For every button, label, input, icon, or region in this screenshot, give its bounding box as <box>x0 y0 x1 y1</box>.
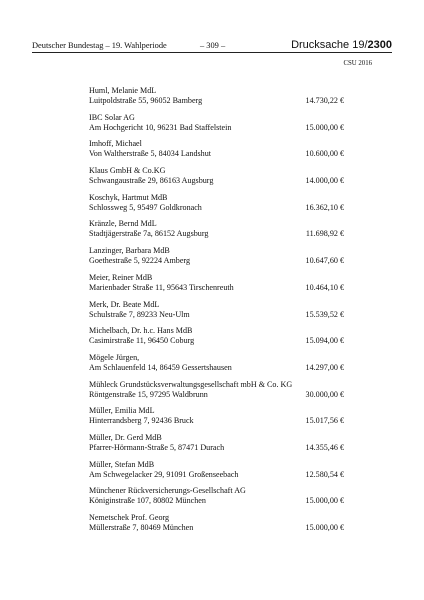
donor-address: Röntgenstraße 15, 97295 Waldbrunn <box>89 389 208 399</box>
donation-amount: 12.580,54 € <box>305 469 344 479</box>
donor-name: Mögele Jürgen, <box>89 352 140 362</box>
list-item <box>89 193 344 220</box>
donor-name: IBC Solar AG <box>89 112 135 122</box>
donation-amount: 15.017,56 € <box>305 416 344 426</box>
donor-name: Huml, Melanie MdL <box>89 86 157 95</box>
donor-name: Klaus GmbH & Co.KG <box>89 166 166 176</box>
parliament-label: Deutscher Bundestag – 19. Wahlperiode <box>32 41 167 50</box>
list-item <box>89 353 344 380</box>
donation-amount: 15.094,00 € <box>305 336 344 346</box>
donor-address: Luitpoldstraße 55, 96052 Bamberg <box>89 96 203 105</box>
donation-amount: 16.362,10 € <box>305 202 344 212</box>
page-number: – 309 – <box>200 41 226 50</box>
document-number <box>291 39 392 51</box>
donor-name: Michelbach, Dr. h.c. Hans MdB <box>89 326 193 336</box>
document-label: Drucksache 19/ <box>291 39 368 51</box>
donation-amount: 14.355,46 € <box>305 442 344 452</box>
donor-address: Am Hochgericht 10, 96231 Bad Staffelstein <box>89 122 232 132</box>
donor-address: Marienbader Straße 11, 95643 Tirschenreuth <box>89 282 234 292</box>
list-item <box>89 380 344 407</box>
donor-address: Schlossweg 5, 95497 Goldkronach <box>89 202 202 212</box>
list-item <box>89 219 344 246</box>
donor-name: Müller, Dr. Gerd MdB <box>89 432 162 442</box>
list-item <box>89 166 344 193</box>
list-item <box>89 246 344 273</box>
donation-amount: 10.600,00 € <box>305 149 344 159</box>
donor-name: Koschyk, Hartmut MdB <box>89 192 168 202</box>
donor-name: Merk, Dr. Beate MdL <box>89 299 160 309</box>
donor-address: Pfarrer-Hörmann-Straße 5, 87471 Durach <box>89 442 225 452</box>
page-header <box>32 38 392 53</box>
donor-name: Müller, Stefan MdB <box>89 459 155 469</box>
donation-amount: 14.730,22 € <box>305 96 344 105</box>
list-item <box>89 326 344 353</box>
donor-address: Schulstraße 7, 89233 Neu-Ulm <box>89 309 190 319</box>
list-item <box>89 273 344 300</box>
donation-amount: 10.464,10 € <box>305 282 344 292</box>
donor-name: Lanzinger, Barbara MdB <box>89 246 170 256</box>
donor-address: Am Schlauenfeld 14, 86459 Gessertshausen <box>89 362 232 372</box>
list-item <box>89 513 344 540</box>
donation-amount: 15.000,00 € <box>305 496 344 506</box>
list-item <box>89 300 344 327</box>
list-item <box>89 113 344 140</box>
list-item <box>89 486 344 513</box>
donor-address: Von Waltherstraße 5, 84034 Landshut <box>89 149 212 159</box>
donation-list <box>89 86 344 540</box>
donor-address: Goethestraße 5, 92224 Amberg <box>89 256 191 266</box>
donor-address: Königinstraße 107, 80802 München <box>89 496 206 506</box>
list-item <box>89 86 344 113</box>
list-item <box>89 406 344 433</box>
donation-amount: 14.000,00 € <box>305 176 344 186</box>
donation-amount: 11.698,92 € <box>305 229 344 239</box>
list-item <box>89 139 344 166</box>
donation-amount: 15.000,00 € <box>305 122 344 132</box>
donor-name: Meier, Reiner MdB <box>89 272 153 282</box>
donation-amount: 14.297,00 € <box>305 362 344 372</box>
donation-amount: 30.000,00 € <box>305 389 344 399</box>
donor-name: Nemetschek Prof. Georg <box>89 513 170 522</box>
donation-amount: 15.539,52 € <box>305 309 344 319</box>
list-item <box>89 433 344 460</box>
donor-name: Kränzle, Bernd MdL <box>89 219 157 229</box>
donor-address: Schwangaustraße 29, 86163 Augsburg <box>89 176 214 186</box>
list-item <box>89 460 344 487</box>
donor-name: Münchener Rückversicherungs-Gesellschaft AG <box>89 486 246 496</box>
donor-address: Am Schwegelacker 29, 91091 Großenseebach <box>89 469 239 479</box>
section-tag: CSU 2016 <box>343 60 372 67</box>
donor-name: Müller, Emilia MdL <box>89 406 155 416</box>
donor-address: Müllerstraße 7, 80469 München <box>89 523 194 532</box>
donor-name: Imhoff, Michael <box>89 139 142 149</box>
donor-address: Casimirstraße 11, 96450 Coburg <box>89 336 195 346</box>
donation-amount: 15.000,00 € <box>305 523 344 532</box>
donor-address: Stadtjägerstraße 7a, 86152 Augsburg <box>89 229 209 239</box>
donation-amount: 10.647,60 € <box>305 256 344 266</box>
donor-name: Mühleck Grundstücksverwaltungsgesellschaft mbH & Co. KG <box>89 379 293 389</box>
document-number-bold: 2300 <box>367 39 392 51</box>
donor-address: Hinterrandsberg 7, 92436 Bruck <box>89 416 194 426</box>
